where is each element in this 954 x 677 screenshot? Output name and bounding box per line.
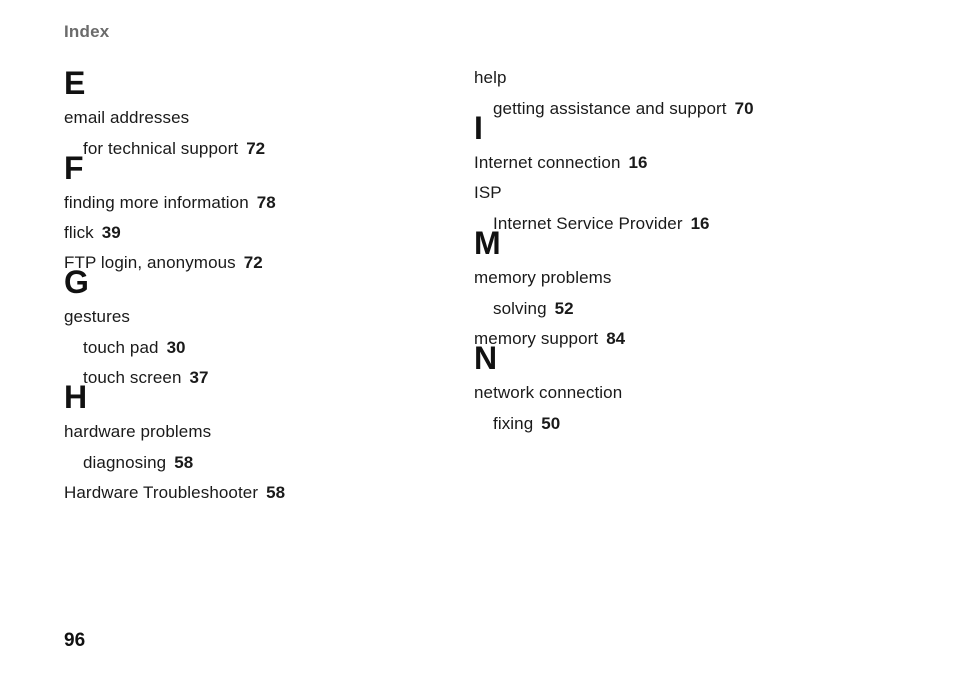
index-subentry <box>493 414 560 434</box>
index-subentry <box>493 99 754 119</box>
running-head: Index <box>64 22 110 41</box>
index-subentry <box>83 338 186 358</box>
index-page-ref: 78 <box>256 193 276 212</box>
index-term: ISP <box>474 183 502 202</box>
index-letter-heading: H <box>64 379 88 415</box>
index-term: FTP login, anonymous <box>64 253 236 272</box>
index-entry <box>64 307 130 327</box>
index-letter-heading: G <box>64 264 89 300</box>
index-entry <box>64 193 276 213</box>
index-term: solving <box>493 299 547 318</box>
index-term: gestures <box>64 307 131 326</box>
index-entry <box>64 422 211 442</box>
index-page-ref: 58 <box>266 483 286 502</box>
index-page-ref: 72 <box>246 139 266 158</box>
index-letter-heading: N <box>474 340 498 376</box>
index-entry <box>474 383 622 403</box>
index-term: memory problems <box>474 268 612 287</box>
index-term: Hardware Troubleshooter <box>64 483 259 502</box>
index-page-ref: 72 <box>243 253 263 272</box>
index-subentry <box>493 299 574 319</box>
index-term: fixing <box>493 414 534 433</box>
index-term: finding more information <box>64 193 249 212</box>
index-subentry <box>83 139 265 159</box>
index-page-ref: 16 <box>690 214 710 233</box>
index-entry <box>64 483 285 503</box>
index-page-ref: 37 <box>189 368 209 387</box>
index-term: for technical support <box>83 139 239 158</box>
index-term: diagnosing <box>83 453 167 472</box>
index-term: flick <box>64 223 94 242</box>
page-number: 96 <box>64 630 86 651</box>
index-term: hardware problems <box>64 422 212 441</box>
index-page-ref: 70 <box>734 99 754 118</box>
index-subentry <box>493 214 710 234</box>
index-entry <box>64 108 189 128</box>
index-letter-heading: F <box>64 150 84 186</box>
index-term: Internet connection <box>474 153 621 172</box>
index-page-ref: 58 <box>174 453 194 472</box>
index-page-ref: 52 <box>554 299 574 318</box>
index-entry <box>474 68 507 88</box>
index-letter-heading: E <box>64 65 86 101</box>
index-term: help <box>474 68 507 87</box>
index-term: memory support <box>474 329 599 348</box>
index-page-ref: 50 <box>541 414 561 433</box>
index-entry <box>474 153 647 173</box>
index-entry <box>64 253 263 273</box>
index-entry <box>474 183 502 203</box>
index-term: email addresses <box>64 108 190 127</box>
index-entry <box>64 223 121 243</box>
index-subentry <box>83 368 208 388</box>
index-term: network connection <box>474 383 623 402</box>
index-term: getting assistance and support <box>493 99 727 118</box>
index-page-ref: 39 <box>101 223 121 242</box>
index-letter-heading: I <box>474 110 483 146</box>
index-page-ref: 84 <box>606 329 626 348</box>
index-page-ref: 30 <box>166 338 186 357</box>
index-term: touch pad <box>83 338 159 357</box>
index-subentry <box>83 453 193 473</box>
index-term: touch screen <box>83 368 182 387</box>
index-entry <box>474 268 612 288</box>
index-term: Internet Service Provider <box>493 214 683 233</box>
index-page-ref: 16 <box>628 153 648 172</box>
index-letter-heading: M <box>474 225 501 261</box>
